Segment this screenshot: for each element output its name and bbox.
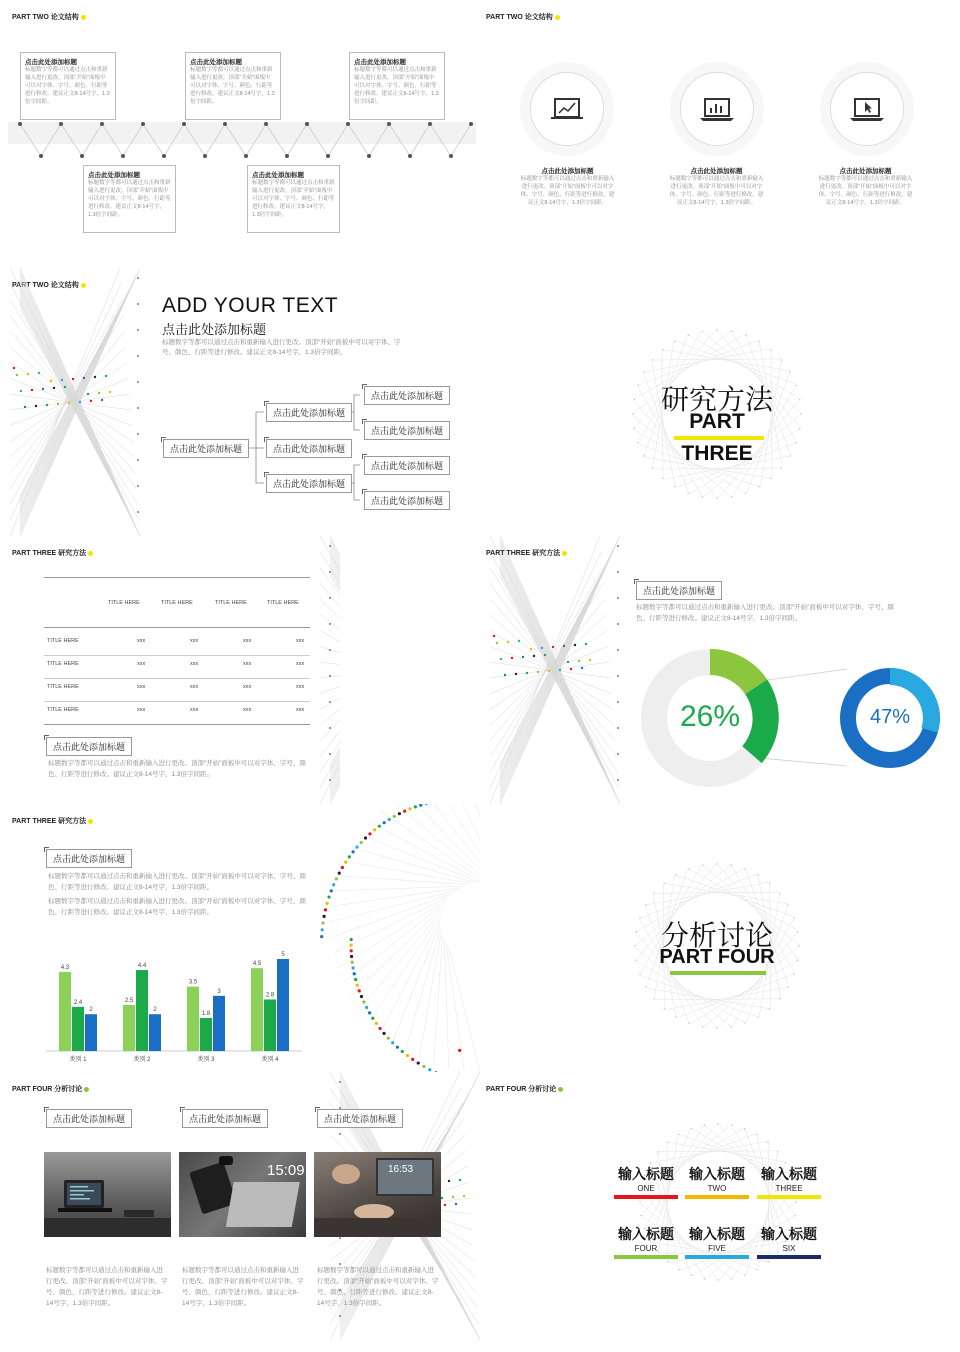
section-part: PART: [689, 410, 745, 433]
content-desc: 标题数字等都可以通过点击和重新输入进行更改。顶部“开始”面板中可以对字体、字号、颜色、行距等进行修改。建议正文8-14号字，1.3倍字间距。: [48, 898, 306, 916]
section-number: THREE: [681, 442, 753, 465]
item-title: 输入标题: [618, 1226, 674, 1242]
section-part: PART FOUR: [659, 946, 775, 968]
section-underline: [674, 436, 764, 440]
item-title: 输入标题: [689, 1166, 745, 1182]
table-cell: xxx: [137, 684, 146, 690]
icon-item: [669, 166, 764, 207]
bar-value-label: 3: [217, 988, 221, 995]
item-sub: FOUR: [634, 1244, 658, 1253]
title-item: [685, 1164, 749, 1199]
bar-value-label: 5: [281, 952, 285, 958]
table-row: [44, 701, 310, 725]
content-title-box[interactable]: 点击此处添加标题: [46, 737, 132, 756]
table-row: [44, 655, 310, 679]
slide-bar-chart: [0, 804, 480, 1072]
slide-icons: [480, 0, 960, 268]
photo-caption: 标题数字等都可以通过点击和重新输入进行更改。顶部“开始”面板中可以对字体、字号、颜色、行距等进行修改。建议正文8-14号字，1.3倍字间距。: [317, 1267, 439, 1307]
slide-donuts: [480, 536, 960, 804]
content-desc: 标题数字等都可以通过点击和重新输入进行更改。顶部“开始”面板中可以对字体、字号、颜色、行距等进行修改。建议正文8-14号字，1.3倍字间距。: [48, 873, 306, 891]
item-title: 输入标题: [618, 1166, 674, 1182]
slide-header: PART FOUR 分析讨论: [486, 1084, 563, 1094]
item-text: 标题数字等都可以通过点击和重新输入进行更改。顶部“开始”面板中可以对字体、字号、颜色、行距等进行修改。建议正文8-14号字，1.3倍字间距。: [669, 176, 764, 206]
bar: [149, 1014, 161, 1051]
content-title-box[interactable]: 点击此处添加标题: [182, 1109, 268, 1128]
tree-leaf-box[interactable]: 点击此处添加标题: [364, 456, 450, 475]
item-sub: TWO: [707, 1184, 727, 1193]
content-title-box[interactable]: 点击此处添加标题: [46, 1109, 132, 1128]
photo-clock-text: 16:53: [388, 1164, 414, 1175]
header-dot-icon: [555, 15, 560, 20]
category-label: 类别 4: [261, 1057, 279, 1063]
hands-icon: [314, 1152, 441, 1237]
bar: [72, 1007, 84, 1051]
item-title: 点击此处添加标题: [839, 168, 892, 175]
section-title-cn: 研究方法: [660, 384, 773, 415]
donut-label-blue: 47%: [869, 706, 911, 728]
slide-section-four: [480, 804, 960, 1072]
bar: [213, 996, 225, 1051]
bar: [264, 999, 276, 1051]
icon-circle: [530, 72, 604, 146]
item-color-bar: [685, 1255, 749, 1259]
bar-chart: [0, 804, 480, 1072]
table-col-header: TITLE HERE: [215, 600, 247, 606]
table-cell: xxx: [296, 638, 305, 644]
row-label: TITLE HERE: [47, 707, 79, 713]
item-title: 点击此处添加标题: [541, 168, 594, 175]
table-cell: xxx: [190, 638, 199, 644]
table-top-line: [44, 577, 310, 578]
slide-photos: [0, 1072, 480, 1340]
bar: [187, 987, 199, 1051]
bar-value-label: 4.5: [252, 961, 262, 968]
item-color-bar: [685, 1195, 749, 1199]
item-sub: FIVE: [708, 1244, 726, 1253]
icon-item: [818, 166, 913, 207]
table-cell: xxx: [190, 684, 199, 690]
header-dot-icon: [558, 1087, 563, 1092]
timeline-box: [83, 165, 176, 233]
laptop-icon: [44, 1152, 171, 1237]
item-title: 输入标题: [761, 1226, 817, 1242]
item-text: 标题数字等都可以通过点击和重新输入进行更改。顶部“开始”面板中可以对字体、字号、颜色、行距等进行修改。建议正文8-14号字，1.3倍字间距。: [520, 176, 615, 206]
bar-value-label: 2.5: [124, 998, 134, 1004]
hands-laptop-photo: [314, 1152, 441, 1237]
laptop-desk-photo: [44, 1152, 171, 1237]
category-label: 类别 3: [197, 1057, 215, 1063]
table-cell: xxx: [137, 707, 146, 713]
table-row: [44, 678, 310, 702]
slide-title-cn: 点击此处添加标题: [162, 322, 267, 337]
bar: [136, 970, 148, 1051]
photo-caption: 标题数字等都可以通过点击和重新输入进行更改。顶部“开始”面板中可以对字体、字号、颜色、行距等进行修改。建议正文8-14号字，1.3倍字间距。: [182, 1267, 304, 1307]
table-cell: xxx: [296, 661, 305, 667]
content-title-box[interactable]: 点击此处添加标题: [636, 581, 722, 600]
tree-leaf-box[interactable]: 点击此处添加标题: [364, 386, 450, 405]
table-cell: xxx: [243, 661, 252, 667]
table-cell: xxx: [137, 638, 146, 644]
slide-tree: [0, 268, 480, 536]
content-desc: 标题数字等都可以通过点击和重新输入进行更改。顶部“开始”面板中可以对字体、字号、颜色、行距等进行修改。建议正文8-14号字，1.3倍字间距。: [48, 760, 306, 778]
icon-circle: [680, 72, 754, 146]
table-cell: xxx: [296, 707, 305, 713]
row-label: TITLE HERE: [47, 661, 79, 667]
item-title: 输入标题: [689, 1226, 745, 1242]
bar-value-label: 2: [153, 1007, 157, 1014]
item-color-bar: [614, 1255, 678, 1259]
tree-leaf-box[interactable]: 点击此处添加标题: [364, 491, 450, 510]
category-label: 类别 1: [69, 1057, 87, 1063]
slide-header: PART TWO 论文结构: [12, 12, 86, 22]
box-title: 点击此处添加标题: [354, 59, 406, 66]
timeline-box: [349, 52, 445, 120]
item-title: 输入标题: [761, 1166, 817, 1182]
slide-title-en: ADD YOUR TEXT: [162, 294, 339, 317]
content-title-box[interactable]: 点击此处添加标题: [317, 1109, 403, 1128]
row-label: TITLE HERE: [47, 638, 79, 644]
icon-circle: [830, 72, 904, 146]
item-sub: SIX: [782, 1244, 796, 1253]
item-text: 标题数字等都可以通过点击和重新输入进行更改。顶部“开始”面板中可以对字体、字号、颜色、行距等进行修改。建议正文8-14号字，1.3倍字间距。: [818, 176, 913, 206]
box-text: 标题数字等都可以通过点击和重新输入进行更改。顶部“开始”面板中可以对字体、字号、颜色、行距等进行修改。建议正文8-14号字，1.3倍字间距。: [252, 180, 335, 218]
table-cell: xxx: [243, 638, 252, 644]
photo-caption: 标题数字等都可以通过点击和重新输入进行更改。顶部“开始”面板中可以对字体、字号、颜色、行距等进行修改。建议正文8-14号字，1.3倍字间距。: [46, 1267, 168, 1307]
chart-icon: [531, 73, 603, 145]
bar-value-label: 4.4: [137, 963, 147, 970]
bar: [200, 1018, 212, 1051]
box-title: 点击此处添加标题: [25, 59, 77, 66]
bar-value-label: 1.8: [201, 1010, 211, 1017]
slide-header: PART THREE 研究方法: [12, 548, 93, 558]
title-item: [685, 1224, 749, 1259]
slide-table: [0, 536, 480, 804]
icon-item: [520, 166, 615, 207]
slide-desc: 标题数字等都可以通过点击和重新输入进行更改。顶部“开始”面板中可以对字体、字号、颜色、行距等进行修改。建议正文8-14号字，1.3倍字间距。: [162, 339, 401, 356]
slide-section-three: [480, 268, 960, 536]
timeline-box: [185, 52, 281, 120]
bar: [85, 1014, 97, 1051]
donut-label-green: 26%: [679, 700, 741, 733]
slide-timeline: [0, 0, 480, 268]
table-cell: xxx: [137, 661, 146, 667]
box-title: 点击此处添加标题: [88, 172, 140, 179]
tree-mid-box[interactable]: 点击此处添加标题: [266, 439, 352, 458]
table-col-header: TITLE HERE: [108, 600, 140, 606]
item-sub: ONE: [637, 1184, 655, 1193]
title-item: [614, 1164, 678, 1199]
bar-value-label: 2: [89, 1007, 93, 1014]
bar-value-label: 4.3: [60, 964, 70, 971]
slide-six-titles: [480, 1072, 960, 1340]
bar-value-label: 2.8: [265, 992, 275, 999]
tree-mid-box[interactable]: 点击此处添加标题: [266, 474, 352, 493]
table-cell: xxx: [190, 661, 199, 667]
bar: [251, 968, 263, 1051]
tree-mid-box[interactable]: 点击此处添加标题: [266, 403, 352, 422]
box-title: 点击此处添加标题: [190, 59, 242, 66]
slide-header: PART TWO 论文结构: [486, 12, 560, 22]
slide-header: PART FOUR 分析讨论: [12, 1084, 89, 1094]
item-color-bar: [614, 1195, 678, 1199]
content-desc: 标题数字等都可以通过点击和重新输入进行更改。顶部“开始”面板中可以对字体、字号、颜色、行距等进行修改。建议正文8-14号字，1.3倍字间距。: [636, 604, 894, 622]
table-row: [44, 632, 310, 656]
laptop-cursor-icon: [831, 73, 903, 145]
bar-value-label: 3.5: [188, 979, 198, 986]
table-cell: xxx: [243, 684, 252, 690]
donut-charts: [480, 536, 960, 804]
box-text: 标题数字等都可以通过点击和重新输入进行更改。顶部“开始”面板中可以对字体、字号、颜色、行距等进行修改。建议正文8-14号字，1.3倍字间距。: [354, 67, 439, 105]
table-divider: [44, 627, 310, 628]
laptop-chart-icon: [681, 73, 753, 145]
row-label: TITLE HERE: [47, 684, 79, 690]
table-col-header: TITLE HERE: [161, 600, 193, 606]
box-text: 标题数字等都可以通过点击和重新输入进行更改。顶部“开始”面板中可以对字体、字号、颜色、行距等进行修改。建议正文8-14号字，1.3倍字间距。: [88, 180, 171, 218]
header-dot-icon: [84, 1087, 89, 1092]
slide-header: PART TWO 论文结构: [12, 280, 86, 290]
section-title-cn: 分析讨论: [660, 920, 773, 951]
item-color-bar: [757, 1255, 821, 1259]
box-text: 标题数字等都可以通过点击和重新输入进行更改。顶部“开始”面板中可以对字体、字号、颜色、行距等进行修改。建议正文8-14号字，1.3倍字间距。: [190, 67, 275, 105]
photo-clock-text: 15:09: [267, 1162, 305, 1179]
content-title-box[interactable]: 点击此处添加标题: [46, 849, 132, 868]
timeline-zigzag: [0, 0, 480, 268]
title-item: [614, 1224, 678, 1259]
title-item: [757, 1164, 821, 1199]
bar: [277, 959, 289, 1051]
table-cell: xxx: [243, 707, 252, 713]
bar: [59, 972, 71, 1051]
table-col-header: TITLE HERE: [267, 600, 299, 606]
bar-value-label: 2.4: [73, 999, 83, 1006]
ring-decoration: [480, 1072, 960, 1340]
slide-header: PART THREE 研究方法: [12, 816, 93, 826]
bar: [123, 1005, 135, 1051]
item-color-bar: [757, 1195, 821, 1199]
box-title: 点击此处添加标题: [252, 172, 304, 179]
section-underline: [670, 971, 766, 975]
timeline-box: [20, 52, 116, 120]
timeline-box: [247, 165, 340, 233]
item-sub: THREE: [775, 1184, 803, 1193]
table-cell: xxx: [190, 707, 199, 713]
table-cell: xxx: [296, 684, 305, 690]
item-title: 点击此处添加标题: [690, 168, 743, 175]
tablet-laptop-photo: [179, 1152, 306, 1237]
category-label: 类别 2: [133, 1057, 151, 1063]
tree-leaf-box[interactable]: 点击此处添加标题: [364, 421, 450, 440]
title-item: [757, 1224, 821, 1259]
box-text: 标题数字等都可以通过点击和重新输入进行更改。顶部“开始”面板中可以对字体、字号、颜色、行距等进行修改。建议正文8-14号字，1.3倍字间距。: [25, 67, 110, 105]
slide-header: PART THREE 研究方法: [486, 548, 567, 558]
tree-root-box[interactable]: 点击此处添加标题: [163, 439, 249, 458]
